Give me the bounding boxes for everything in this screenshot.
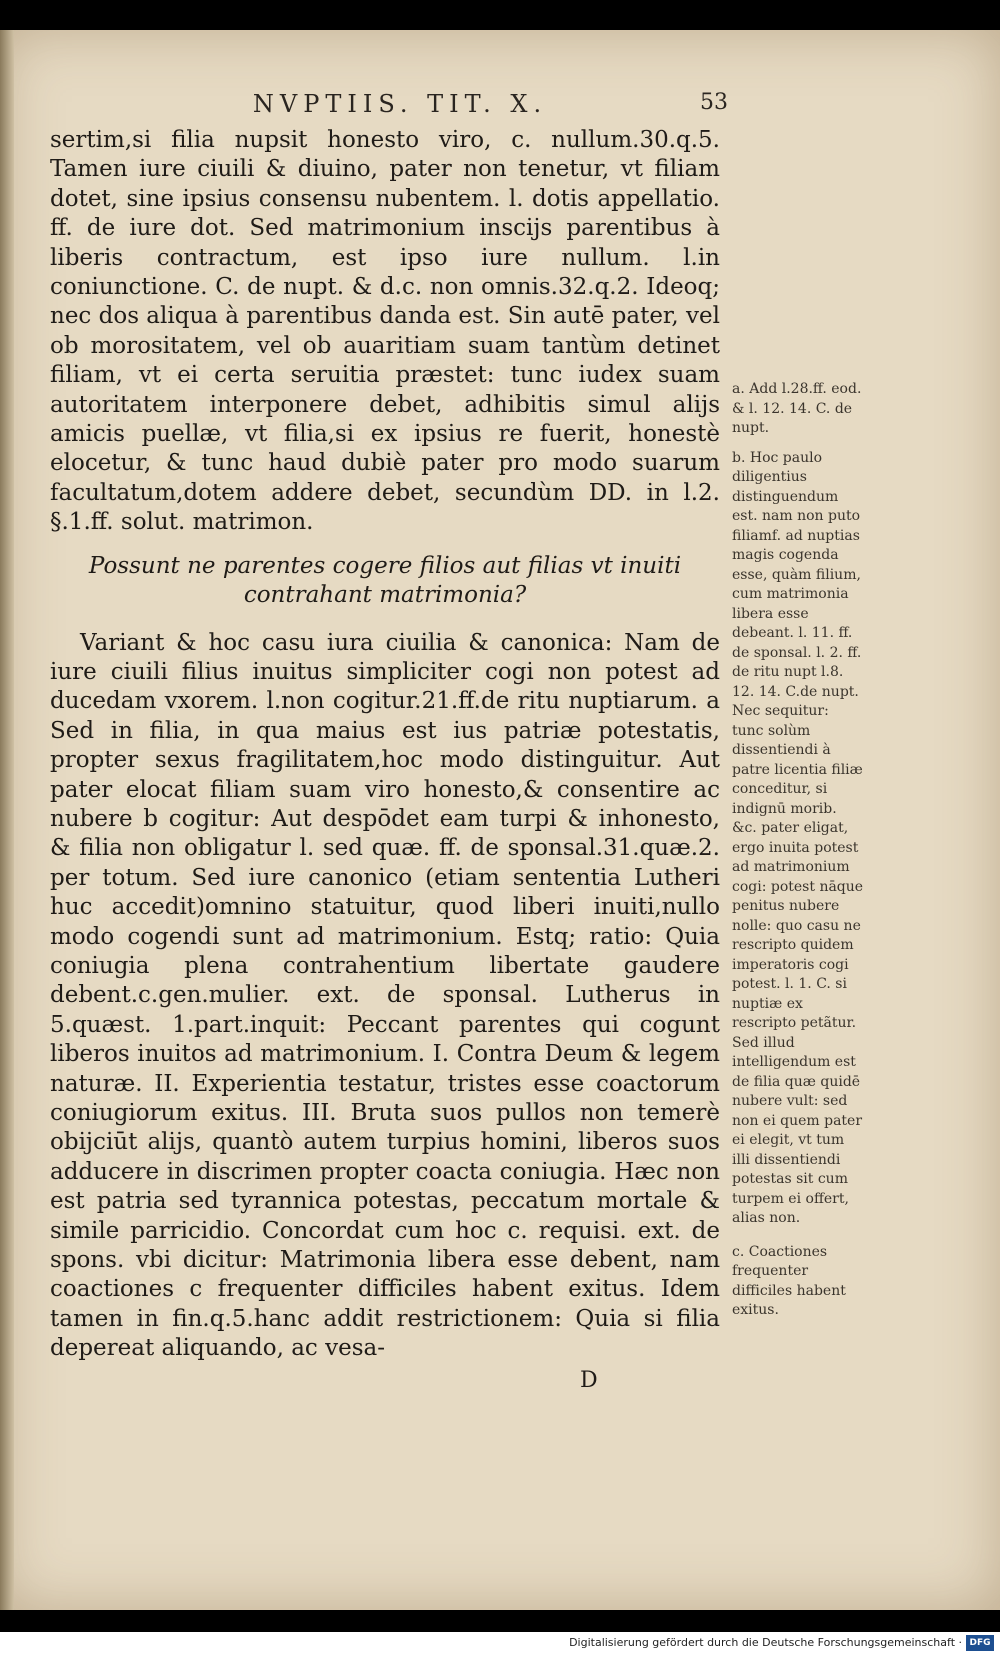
page-number: 53 xyxy=(700,90,728,115)
page-gutter xyxy=(0,30,14,1610)
paragraph-2: Variant & hoc casu iura ciuilia & canonica: Nam de iure ciuili filius inuitus simpliciter cogi non potest ad ducedam vxorem. l.non cogitur.21.ff.de ritu nuptiarum. a Sed in filia, in qua maius est ius patriæ potestatis, propter sexus fragilitatem,hoc modo distinguitur. Aut pater elocat filiam suam viro honesto,& consentire ac nubere b cogitur: Aut despōdet eam turpi & inhonesto, & filia non obligatur l. sed quæ. ff. de sponsal.31.quæ.2. per totum. Sed iure canonico (etiam sententia Lutheri huc accedit)omnino statuitur, quod liberi inuiti,nullo modo cogendi sunt ad matrimonium. Estq; ratio: Quia coniugia plena contrahentium libertate gaudere debent.c.gen.mulier. ext. de sponsal. Lutherus in 5.quæst. 1.part.inquit: Peccant parentes qui cogunt liberos inuitos ad matrimonium. I. Contra Deum & legem naturæ. II. Experientia testatur, tristes esse coactorum coniugiorum exitus. III. Bruta suos pullos non temerè obijciūt alijs, quantò autem turpius homini, liberos suos adducere in discrimen propter coacta coniugia. Hæc non est patria sed tyrannica potestas, peccatum mortale & simile parricidio. Concordat cum hoc c. requisi. ext. de spons. vbi dicitur: Matrimonia libera esse debent, nam coactiones c frequenter difficiles habent exitus. Idem tamen in fin.q.5.hanc addit restrictionem: Quia si filia depereat aliquando, ac vesa- xyxy=(50,629,720,1362)
margin-note-a: a. Add l.28.ff. eod. & l. 12. 14. C. de nupt. xyxy=(732,381,862,436)
catchword: D xyxy=(580,1368,598,1393)
running-head: NVPTIIS. TIT. X. xyxy=(252,90,548,118)
footer-bar xyxy=(0,1632,1000,1656)
section-heading: Possunt ne parentes cogere filios aut filias vt inuiti contrahant matrimonia? xyxy=(88,552,682,609)
main-text-block xyxy=(50,126,720,1364)
book-page xyxy=(0,30,1000,1610)
dfg-logo: DFG xyxy=(966,1635,994,1651)
paragraph-1: sertim,si filia nupsit honesto viro, c. nullum.30.q.5. Tamen iure ciuili & diuino, pater non tenetur, vt filiam dotet, sine ipsius consensu nubentem. l. dotis appellatio. ff. de iure dot. Sed matrimonium inscijs parentibus à liberis contractum, est ipso iure nullum. l.in coniunctione. C. de nupt. & d.c. non omnis.32.q.2. Ideoq; nec dos aliqua à parentibus danda est. Sin autē pater, vel ob morositatem, vel ob auaritiam suam tantùm detinet filiam, vt ei certa seruitia præstet: tunc iudex suam autoritatem interponere debet, adhibitis simul alijs amicis puellæ, vt filia,si ex ipsius re fuerit, honestè elocetur, & tunc haud dubiè pater pro modo suarum facultatum,dotem addere debet, secundùm DD. in l.2. §.1.ff. solut. matrimon. xyxy=(50,127,720,536)
margin-note-b: b. Hoc paulo diligentius distinguendum est. nam non puto filiamf. ad nuptias magis cogenda esse, quàm filium, cum matrimonia libera esse debeant. l. 11. ff. de sponsal. l. 2. ff. de ritu nupt l.8. 12. 14. C.de nupt. Nec sequitur: tunc solùm dissentiendi à patre licentia filiæ conceditur, si indignū morib. &c. pater eligat, ergo inuita potest ad matrimonium cogi: potest nāque penitus nubere nolle: quo casu ne rescripto quidem imperatoris cogi potest. l. 1. C. si nuptiæ ex rescripto petãtur. Sed illud intelligendum est de filia quæ quidē nubere vult: sed non ei quem pater ei elegit, vt tum illi dissentiendi potestas sit cum turpem ei offert, alias non. xyxy=(732,449,864,1226)
funding-notice: Digitalisierung gefördert durch die Deutsche Forschungsgemeinschaft · xyxy=(569,1636,962,1649)
marginal-notes xyxy=(732,380,864,1331)
margin-note-c: c. Coactiones frequenter difficiles habent exitus. xyxy=(732,1243,846,1318)
